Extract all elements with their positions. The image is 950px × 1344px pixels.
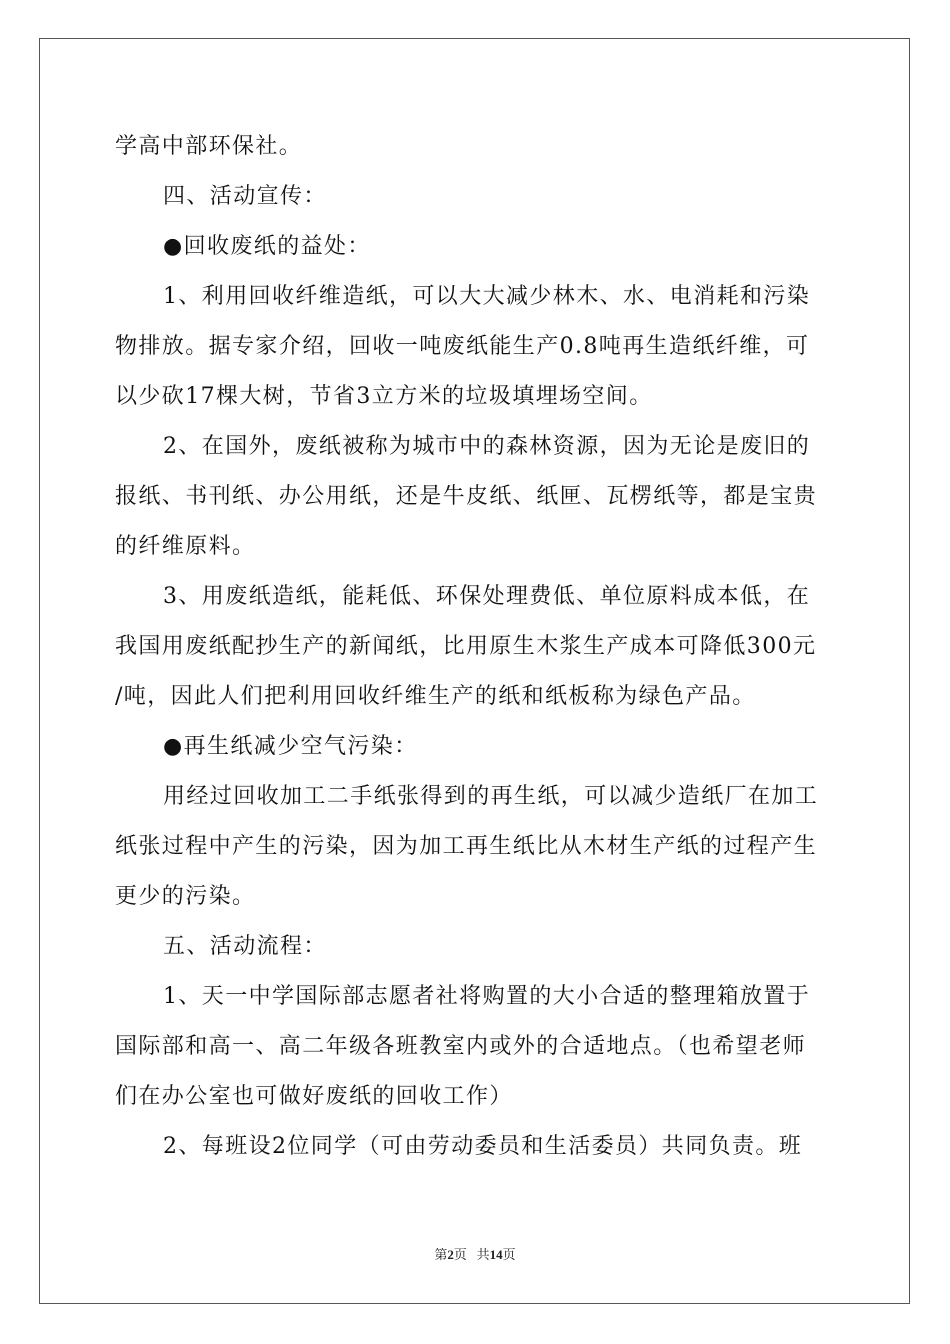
text-line: 1、利用回收纤维造纸，可以大大减少林木、水、电消耗和污染 [163, 284, 811, 309]
text-line: 以少砍17棵大树，节省3立方米的垃圾填埋场空间。 [115, 384, 653, 409]
footer-total-suffix: 页 [502, 1247, 516, 1262]
text-line: 用经过回收加工二手纸张得到的再生纸，可以减少造纸厂在加工 [163, 784, 819, 809]
text-line: 报纸、书刊纸、办公用纸，还是牛皮纸、纸匣、瓦楞纸等，都是宝贵 [115, 484, 818, 509]
text-line: 物排放。据专家介绍，回收一吨废纸能生产0.8吨再生造纸纤维，可 [115, 334, 810, 359]
text-line: 2、每班设2位同学（可由劳动委员和生活委员）共同负责。班 [163, 1134, 803, 1159]
text-line: 国际部和高一、高二年级各班教室内或外的合适地点。（也希望老师 [115, 1034, 807, 1059]
text-line: 我国用废纸配抄生产的新闻纸，比用原生木浆生产成本可降低300元 [115, 634, 817, 659]
footer-page-suffix: 页 [453, 1247, 467, 1262]
text-line: 2、在国外，废纸被称为城市中的森林资源，因为无论是废旧的 [163, 434, 811, 459]
text-line: 学高中部环保社。 [115, 134, 303, 159]
document-body [115, 122, 835, 1172]
text-line: 1、天一中学国际部志愿者社将购置的大小合适的整理箱放置于 [163, 984, 811, 1009]
text-line: 五、活动流程： [163, 934, 327, 959]
total-page-count: 14 [489, 1247, 503, 1262]
text-line: 更少的污染。 [115, 884, 256, 909]
text-line: 的纤维原料。 [115, 534, 256, 559]
text-line: ●再生纸减少空气污染： [163, 734, 418, 759]
text-line: ●回收废纸的益处： [163, 234, 371, 259]
text-line: 纸张过程中产生的污染，因为加工再生纸比从木材生产纸的过程产生 [115, 834, 818, 859]
footer-total-prefix: 共 [476, 1247, 490, 1262]
text-line: 3、用废纸造纸，能耗低、环保处理费低、单位原料成本低，在 [163, 584, 811, 609]
text-line: 们在办公室也可做好废纸的回收工作） [115, 1084, 513, 1109]
current-page-number: 2 [447, 1247, 454, 1262]
page-footer [0, 1244, 950, 1263]
text-line: /吨，因此人们把利用回收纤维生产的纸和纸板称为绿色产品。 [115, 684, 756, 709]
footer-prefix: 第 [434, 1247, 448, 1262]
text-line: 四、活动宣传： [163, 184, 327, 209]
